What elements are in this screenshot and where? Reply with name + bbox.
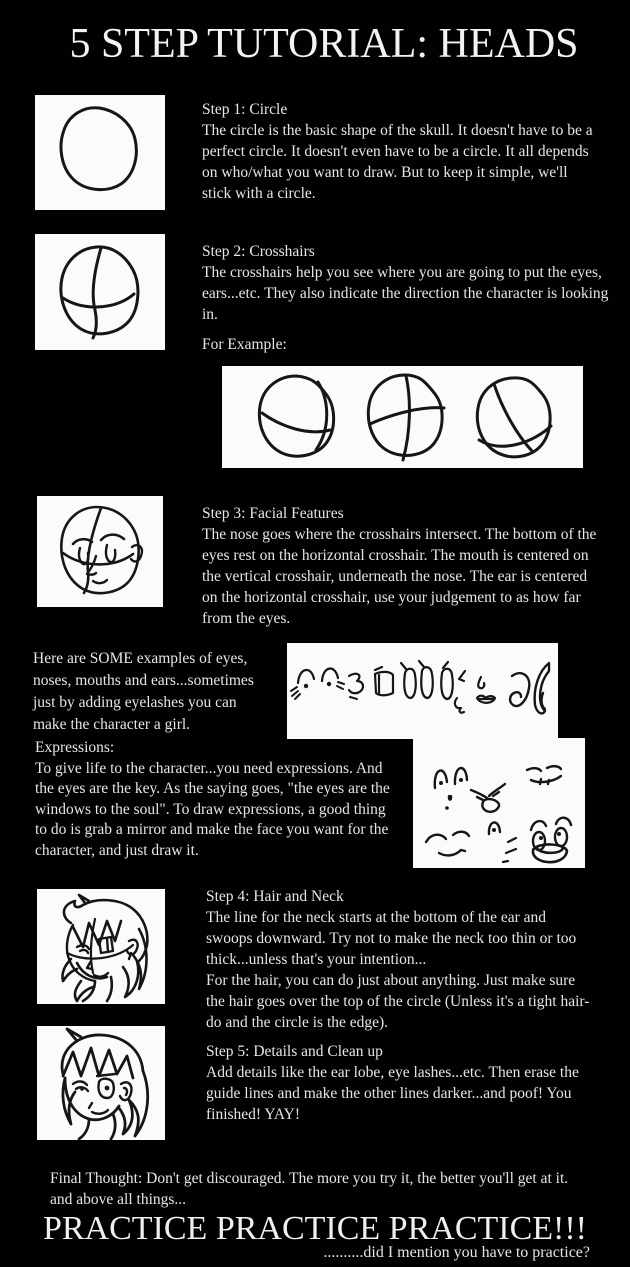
text-line: the hair goes over the top of the circle (Unless it's a tight hair- bbox=[206, 993, 590, 1010]
text-line: The line for the neck starts at the bottom of the ear and bbox=[206, 909, 547, 926]
step5-panel bbox=[37, 1026, 165, 1140]
feature-examples-drawing bbox=[287, 643, 558, 739]
text-line: ears...etc. They also indicate the direction the character is looking bbox=[202, 285, 609, 302]
step1-panel bbox=[35, 95, 165, 210]
practice-banner: PRACTICE PRACTICE PRACTICE!!! bbox=[42, 1210, 588, 1247]
text-line: the eyes are the key. As the saying goes, "the eyes are the bbox=[35, 780, 390, 797]
text-line: character, and just draw it. bbox=[35, 841, 199, 859]
expressions-heading: Expressions: bbox=[35, 739, 115, 756]
text-line: perfect circle. It doesn't even have to be a circle. It all depends bbox=[202, 143, 589, 160]
step5-heading: Step 5: Details and Clean up bbox=[206, 1043, 383, 1060]
text-line: from the eyes. bbox=[202, 610, 291, 627]
crosshair-examples-panel bbox=[222, 366, 583, 468]
for-example-label: For Example: bbox=[202, 336, 287, 353]
step2-text bbox=[202, 241, 608, 325]
text-line: eyes rest on the horizontal crosshair. The mouth is centered on bbox=[202, 547, 589, 564]
text-line: in. bbox=[202, 306, 218, 323]
step2-panel bbox=[35, 234, 165, 350]
text-line: Here are SOME examples of eyes, bbox=[33, 650, 248, 667]
step5-text bbox=[206, 1041, 579, 1125]
text-line: and above all things... bbox=[50, 1191, 187, 1208]
text-line: The crosshairs help you see where you are going to put the eyes, bbox=[202, 264, 602, 281]
step4-heading: Step 4: Hair and Neck bbox=[206, 888, 344, 905]
expressions-drawing bbox=[413, 738, 585, 868]
text-line: on the horizontal crosshair, use your judgement to as how far bbox=[202, 589, 581, 606]
text-line: to do is grab a mirror and make the face you want for the bbox=[35, 821, 389, 838]
text-line: windows to the soul". To draw expressions, a good thing bbox=[35, 800, 386, 818]
page-title: 5 STEP TUTORIAL: HEADS bbox=[69, 21, 579, 67]
expressions-text bbox=[35, 738, 390, 861]
facial-features-sketch-drawing bbox=[37, 496, 163, 607]
step3-panel bbox=[37, 496, 163, 607]
hair-neck-sketch-drawing bbox=[37, 889, 165, 1004]
text-line: The circle is the basic shape of the skull. It doesn't have to be a bbox=[202, 122, 593, 139]
text-line: on who/what you want to draw. But to keep it simple, we'll bbox=[202, 164, 568, 181]
text-line: thick...unless that's your intention... bbox=[206, 951, 427, 968]
text-line: make the character a girl. bbox=[33, 716, 191, 733]
crosshairs-sketch-drawing bbox=[35, 234, 165, 350]
text-line: Final Thought: Don't get discouraged. The more you try it, the better you'll get at it. bbox=[50, 1170, 569, 1187]
text-line: For the hair, you can do just about anything. Just make sure bbox=[206, 972, 576, 989]
text-line: guide lines and make the other lines darker...and poof! You bbox=[206, 1085, 572, 1102]
final-thought bbox=[50, 1168, 568, 1210]
step2-heading: Step 2: Crosshairs bbox=[202, 243, 315, 260]
text-line: the vertical crosshair, underneath the nose. The ear is centered bbox=[202, 568, 588, 585]
step4-text bbox=[206, 886, 589, 1033]
step3-text bbox=[202, 503, 596, 629]
expressions-panel bbox=[413, 738, 585, 868]
finished-head-drawing bbox=[37, 1026, 165, 1140]
step1-text bbox=[202, 99, 593, 204]
text-line: finished! YAY! bbox=[206, 1106, 300, 1123]
step1-heading: Step 1: Circle bbox=[202, 101, 288, 118]
text-line: Add details like the ear lobe, eye lashes...etc. Then erase the bbox=[206, 1064, 579, 1081]
feature-examples-panel bbox=[287, 643, 558, 739]
step4-panel bbox=[37, 889, 165, 1004]
text-line: do and the circle is the edge). bbox=[206, 1014, 389, 1031]
practice-footnote: ..........did I mention you have to practice? bbox=[323, 1244, 590, 1261]
text-line: noses, mouths and ears...sometimes bbox=[33, 672, 254, 689]
text-line: stick with a circle. bbox=[202, 185, 316, 202]
circle-sketch-drawing bbox=[35, 95, 165, 210]
text-line: The nose goes where the crosshairs intersect. The bottom of the bbox=[202, 526, 597, 543]
step3-heading: Step 3: Facial Features bbox=[202, 505, 344, 522]
text-line: swoops downward. Try not to make the neck too thin or too bbox=[206, 930, 577, 947]
feature-examples-note bbox=[33, 648, 254, 736]
text-line: just by adding eyelashes you can bbox=[33, 694, 237, 711]
crosshair-examples-drawing bbox=[222, 366, 583, 468]
text-line: To give life to the character...you need expressions. And bbox=[35, 759, 383, 777]
